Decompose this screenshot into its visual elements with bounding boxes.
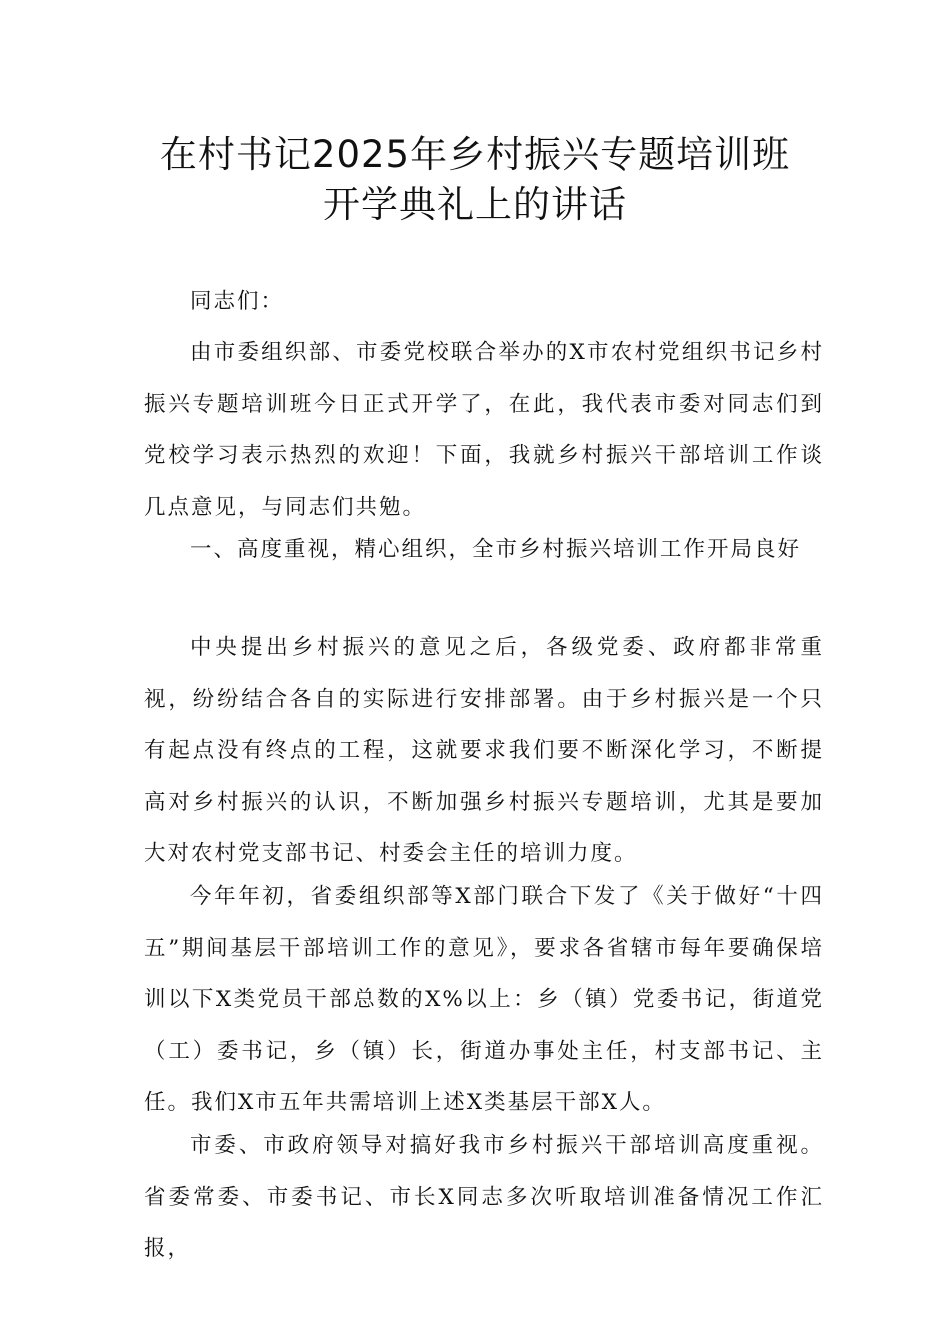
paragraph-intro: 由市委组织部、市委党校联合举办的X市农村党组织书记乡村振兴专题培训班今日正式开学了，在此，我代表市委对同志们到党校学习表示热烈的欢迎！下面，我就乡村振兴干部培训工作谈几点意见，与同志们共勉。: [144, 340, 824, 520]
paragraph-provincial-notice: 今年年初，省委组织部等X部门联合下发了《关于做好“十四五”期间基层干部培训工作的意见》，要求各省辖市每年要确保培训以下X类党员干部总数的X%以上：乡（镇）党委书记，街道党（工）委书记，乡（镇）长，街道办事处主任，村支部书记、主任。我们X市五年共需培训上述X类基层干部X人。: [144, 884, 824, 1115]
document-title-line-2: 开学典礼上的讲话: [323, 183, 627, 226]
paragraph-central-policy: 中央提出乡村振兴的意见之后，各级党委、政府都非常重视，纷纷结合各自的实际进行安排部署。由于乡村振兴是一个只有起点没有终点的工程，这就要求我们要不断深化学习，不断提高对乡村振兴的认识，不断加强乡村振兴专题培训，尤其是要加大对农村党支部书记、村委会主任的培训力度。: [144, 635, 824, 866]
section-heading-1: 一、高度重视，精心组织，全市乡村振兴培训工作开局良好: [190, 537, 802, 562]
document-title-line-1: 在村书记2025年乡村振兴专题培训班: [159, 133, 791, 176]
salutation: 同志们：: [190, 289, 285, 314]
paragraph-city-leadership: 市委、市政府领导对搞好我市乡村振兴干部培训高度重视。省委常委、市委书记、市长X同志多次听取培训准备情况工作汇报，: [144, 1133, 824, 1261]
